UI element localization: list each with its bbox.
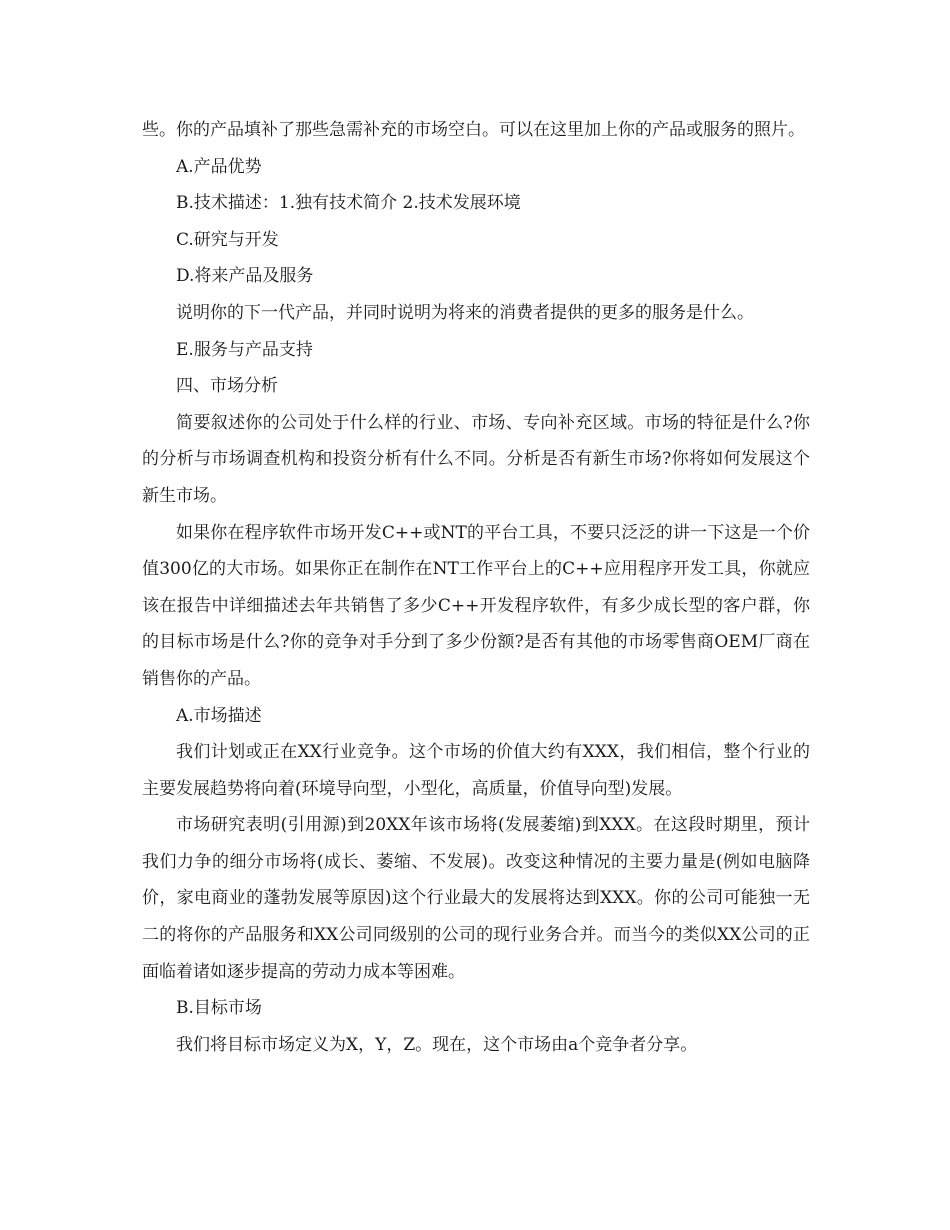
document-body <box>142 112 810 1063</box>
heading-service-support: E.服务与产品支持 <box>176 339 313 360</box>
paragraph-market-research: 市场研究表明(引用源)到20XX年该市场将(发展萎缩)到XXX。在这段时期里，预计我们力争的细分市场将(成长、萎缩、不发展)。改变这种情况的主要力量是(例如电脑降价，家电商业的蓬勃发展等原因)这个行业最大的发展将达到XXX。你的公司可能独一无二的将你的产品服务和XX公司同级别的公司的现行业务合并。而当今的类似XX公司的正面临着诸如逐步提高的劳动力成本等困难。 <box>142 815 810 982</box>
heading-target-market: B.目标市场 <box>176 998 262 1019</box>
section-heading-market-analysis: 四、市场分析 <box>176 376 278 397</box>
heading-future-products: D.将来产品及服务 <box>176 266 314 287</box>
paragraph-market-summary: 简要叙述你的公司处于什么样的行业、市场、专向补充区域。市场的特征是什么?你的分析与市场调查机构和投资分析有什么不同。分析是否有新生市场?你将如何发展这个新生市场。 <box>142 412 810 506</box>
paragraph-next-generation: 说明你的下一代产品，并同时说明为将来的消费者提供的更多的服务是什么。 <box>176 302 754 323</box>
paragraph-industry-competition: 我们计划或正在XX行业竞争。这个市场的价值大约有XXX，我们相信，整个行业的主要发展趋势将向着(环境导向型，小型化，高质量，价值导向型)发展。 <box>142 742 810 799</box>
paragraph-intro-continued: 些。你的产品填补了那些急需补充的市场空白。可以在这里加上你的产品或服务的照片。 <box>142 120 805 140</box>
paragraph-target-definition: 我们将目标市场定义为X，Y，Z。现在，这个市场由a个竞争者分享。 <box>176 1034 698 1055</box>
heading-market-description: A.市场描述 <box>176 705 262 726</box>
heading-technology-description: B.技术描述：1.独有技术简介 2.技术发展环境 <box>176 193 521 214</box>
paragraph-software-example: 如果你在程序软件市场开发C++或NT的平台工具，不要只泛泛的讲一下这是一个价值300亿的大市场。如果你正在制作在NT工作平台上的C++应用程序开发工具，你就应该在报告中详细描述去年共销售了多少C++开发程序软件，有多少成长型的客户群，你的目标市场是什么?你的竞争对手分到了多少份额?是否有其他的市场零售商OEM厂商在销售你的产品。 <box>142 522 810 689</box>
heading-product-advantages: A.产品优势 <box>176 156 262 177</box>
heading-research-development: C.研究与开发 <box>176 229 279 250</box>
